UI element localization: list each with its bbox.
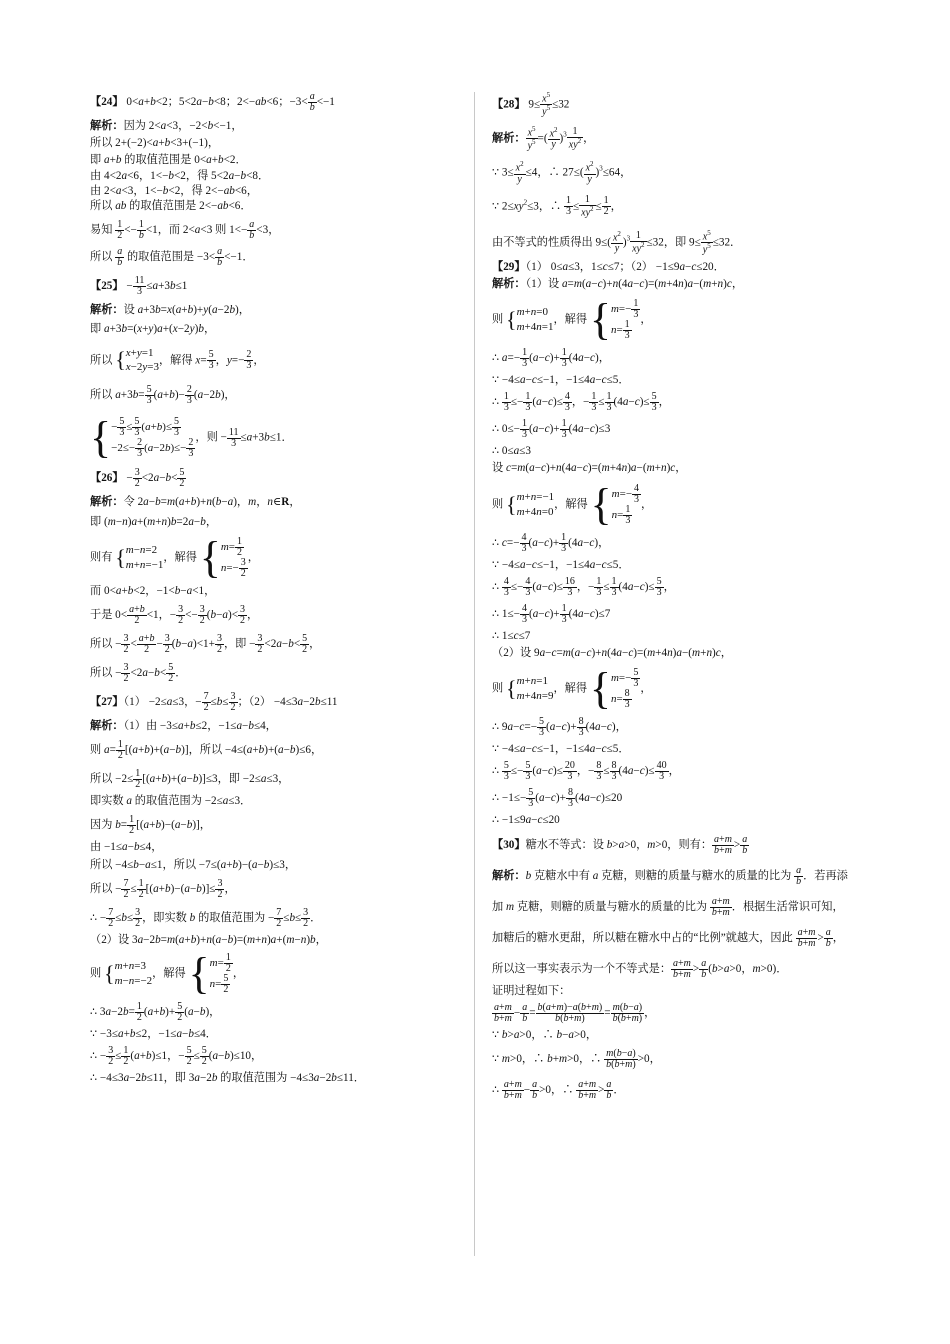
- line: 解析：因为 2<a<3，−2<b<−1，: [90, 120, 243, 132]
- line: 易知 $\frac{1}{2}$ <− $\frac{1}{b}$ <1，而 2<a<3 则 1<− $\frac{a}{b}$ <3，: [90, 219, 280, 242]
- line: ∵ −4≤a−c≤−1，−1≤4a−c≤5．: [492, 558, 630, 571]
- line: ∴ 1≤c≤7: [492, 629, 531, 642]
- line: 解析：（1）由 −3≤a+b≤2，−1≤a−b≤4，: [90, 719, 277, 732]
- line: ∴ c=− $\frac{4}{3}$ (a−c)+ $\frac{1}{3}$ (4a−c)，: [492, 531, 610, 554]
- line: 【25】 − $\frac{11}{3}$ ≤a+3b≤1: [90, 275, 188, 298]
- line: 解析：（1）设 a=m(a−c)+n(4a−c)=(m+4n)a−(m+n)c，: [492, 277, 744, 290]
- line: （2）设 9a−c=m(a−c)+n(4a−c)=(m+4n)a−(m+n)c，: [492, 647, 732, 660]
- line: ∴ 1≤− $\frac{4}{3}$ (a−c)+ $\frac{1}{3}$ (4a−c)≤7: [492, 602, 611, 625]
- line: 由 2<a<3，1<−b<2，得 2<−ab<6，: [90, 184, 258, 197]
- line: 所以 − $\frac{3}{2}$ < $\frac{a+b}{2}$ − $\frac{3}{2}$ (b−a)<1+ $\frac{3}{2}$ ，即 − $\frac{3}{2}$ <2a−b< $\frac{5}{2}$ ，: [90, 632, 321, 655]
- line: ∵ $2\le xy^2\le 3$，∴ $\frac{1}{3}$ ≤ $\frac{1}{xy^2}$ ≤ $\frac{1}{2}$ ，: [492, 193, 622, 218]
- line: 所以 ab 的取值范围是 2<−ab<6．: [90, 200, 252, 213]
- line: { − $\frac{5}{3}$ ≤ $\frac{5}{3}$ (a+b)≤ $\frac{5}{3}$ −2≤− $\frac{2}{3}$ (a−2b)≤− $\frac{2}{3}$ ，则 − $\frac{11}{3}$ ≤a+3b≤1．: [90, 413, 293, 463]
- line: 证明过程如下：: [492, 984, 571, 997]
- line: 【29】（1） 0≤a≤3，1≤c≤7；（2） −1≤9a−c≤20．: [492, 260, 725, 273]
- line: 所以 $\frac{a}{b}$ 的取值范围是 −3< $\frac{a}{b}$ <−1．: [90, 246, 254, 269]
- line: 即 a+b 的取值范围是 0<a+b<2．: [90, 154, 247, 167]
- line: ∴ −1≤− $\frac{5}{3}$ (a−c)+ $\frac{8}{3}$ (4a−c)≤20: [492, 787, 623, 810]
- line: 因为 b= $\frac{1}{2}$ [(a+b)−(a−b)]，: [90, 814, 211, 837]
- line: ∵ b>a>0，∴ b−a>0，: [492, 1028, 598, 1041]
- line: 由 4<2a<6，1<−b<2，得 5<2a−b<8．: [90, 169, 270, 182]
- line: 则 { m+n=0 m+4n=1 ，解得 { m=− $\frac{1}{3}$ n= $\frac{1}{3}$ ，: [492, 295, 652, 345]
- line: ∴ −4≤3a−2b≤11，即 3a−2b 的取值范围为 −4≤3a−2b≤11．: [90, 1072, 365, 1085]
- line: ∴ 0≤− $\frac{1}{3}$ (a−c)+ $\frac{1}{3}$ (4a−c)≤3: [492, 418, 611, 441]
- line: ∴ − $\frac{7}{2}$ ≤b≤ $\frac{3}{2}$ ，即实数 b 的取值范围为 − $\frac{7}{2}$ ≤b≤ $\frac{3}{2}$ ．: [90, 906, 322, 929]
- line: ∵ −3≤a+b≤2，−1≤a−b≤4．: [90, 1027, 217, 1040]
- line: 即 a+3b=(x+y)a+(x−2y)b，: [90, 323, 216, 336]
- line: 加 m 克糖，则糖的质量与糖水的质量的比为 $\frac{a+m}{b+m}$ ．根据生活常识可知，: [492, 895, 844, 918]
- line: 即 (m−n)a+(m+n)b=2a−b，: [90, 515, 218, 528]
- line: ∵ 3≤ $\frac{x^2}{y}$ ≤4，∴ 27≤( $\frac{x^2}{y}$ )$^3$≤64，: [492, 160, 632, 185]
- line: ∴ 0≤a≤3: [492, 445, 531, 458]
- line: 所以这一事实表示为一个不等式是： $\frac{a+m}{b+m}$ > $\frac{a}{b}$ (b>a>0，m>0)．: [492, 957, 788, 980]
- line: 所以 −2≤ $\frac{1}{2}$ [(a+b)+(a−b)]≤3，即 −2≤a≤3，: [90, 768, 290, 791]
- line: 则 { m+n=−1 m+4n=0 ，解得 { m=− $\frac{4}{3}$ n= $\frac{1}{3}$ ，: [492, 479, 653, 529]
- line: 所以 −4≤b−a≤1，所以 −7≤(a+b)−(a−b)≤3，: [90, 858, 297, 871]
- line: 解析：设 a+3b=x(a+b)+y(a−2b)，: [90, 304, 250, 317]
- line: ∴ 9a−c=− $\frac{5}{3}$ (a−c)+ $\frac{8}{3}$ (4a−c)，: [492, 716, 627, 739]
- line: 【28】 9≤ $\frac{x^5}{y^5}$ ≤32: [492, 91, 570, 118]
- line: ∴ $\frac{5}{3}$ ≤− $\frac{5}{3}$ (a−c)≤ $\frac{20}{3}$ ，− $\frac{8}{3}$ ≤ $\frac{8}{3}$ (4a−c)≤ $\frac{40}{3}$ ，: [492, 760, 680, 783]
- line: ∴ $\frac{a+m}{b+m}$ − $\frac{a}{b}$ >0，∴ $\frac{a+m}{b+m}$ > $\frac{a}{b}$ ．: [492, 1079, 625, 1102]
- line: 所以 a+3b= $\frac{5}{3}$ (a+b)− $\frac{2}{3}$ (a−2b)，: [90, 384, 236, 407]
- line: 即实数 a 的取值范围为 −2≤a≤3．: [90, 795, 252, 808]
- line: 则有 { m−n=2 m+n=−1 ，解得 { m= $\frac{1}{2}$ n=− $\frac{3}{2}$ ，: [90, 532, 259, 582]
- line: 则 a= $\frac{1}{2}$ [(a+b)+(a−b)]，所以 −4≤(a+b)+(a−b)≤6，: [90, 739, 323, 762]
- line: 而 0<a+b<2，−1<b−a<1，: [90, 584, 216, 597]
- line: 所以 − $\frac{3}{2}$ <2a−b< $\frac{5}{2}$ ．: [90, 661, 187, 684]
- line: 所以 { x+y=1 x−2y=3 ，解得 x= $\frac{5}{3}$ ，y=− $\frac{2}{3}$ ，: [90, 346, 265, 374]
- line: ∴ a=− $\frac{1}{3}$ (a−c)+ $\frac{1}{3}$ (4a−c)，: [492, 347, 610, 370]
- column-divider: [474, 92, 475, 1256]
- line: ∴ − $\frac{3}{2}$ ≤ $\frac{1}{2}$ (a+b)≤1，− $\frac{5}{2}$ ≤ $\frac{5}{2}$ (a−b)≤10，: [90, 1045, 263, 1068]
- line: 由 −1≤a−b≤4，: [90, 841, 163, 854]
- line: 于是 0< $\frac{a+b}{2}$ <1，− $\frac{3}{2}$ <− $\frac{3}{2}$ (b−a)< $\frac{3}{2}$ ，: [90, 603, 259, 626]
- line: $\frac{a+m}{b+m}$ − $\frac{a}{b}$ = $\frac{b(a+m)-a(b+m)}{b(b+m)}$ = $\frac{m(b-a)}{b(b+m)}$ ，: [494, 1001, 656, 1024]
- line: ∵ m>0，∴ b+m>0，∴ $\frac{m(b-a)}{b(b+m)}$ >0，: [492, 1048, 661, 1071]
- line: 解析： $\frac{x^5}{y^5}$ =( $\frac{x^2}{y}$ )$^3$ $\frac{1}{xy^2}$ ，: [492, 124, 595, 152]
- line: ∴ $\frac{4}{3}$ ≤− $\frac{4}{3}$ (a−c)≤ $\frac{16}{3}$ ，− $\frac{1}{3}$ ≤ $\frac{1}{3}$ (4a−c)≤ $\frac{5}{3}$ ，: [492, 575, 675, 598]
- line: ∴ $\frac{1}{3}$ ≤− $\frac{1}{3}$ (a−c)≤ $\frac{4}{3}$ ，− $\frac{1}{3}$ ≤ $\frac{1}{3}$ (4a−c)≤ $\frac{5}{3}$ ，: [492, 391, 670, 414]
- line: 【30】糖水不等式：设 b>a>0，m>0，则有： $\frac{a+m}{b+m}$ > $\frac{a}{b}$: [492, 833, 748, 856]
- line: 所以 − $\frac{7}{2}$ ≤ $\frac{1}{2}$ [(a+b)−(a−b)]≤ $\frac{3}{2}$ ，: [90, 877, 236, 900]
- line: （2）设 3a−2b=m(a+b)+n(a−b)=(m+n)a+(m−n)b，: [90, 933, 327, 946]
- line: ∵ −4≤a−c≤−1，−1≤4a−c≤5．: [492, 374, 630, 387]
- line: 解析：b 克糖水中有 a 克糖，则糖的质量与糖水的质量的比为 $\frac{a}{b}$ ．若再添: [492, 864, 848, 887]
- line: 则 { m+n=1 m+4n=9 ，解得 { m=− $\frac{5}{3}$ n= $\frac{8}{3}$ ，: [492, 664, 652, 714]
- line: 所以 2+(−2)<a+b<3+(−1)，: [90, 137, 220, 150]
- line: 【26】 − $\frac{3}{2}$ <2a−b< $\frac{5}{2}$: [90, 467, 185, 490]
- line: 加糖后的糖水更甜，所以糖在糖水中占的“比例”就越大，因此 $\frac{a+m}{b+m}$ > $\frac{a}{b}$ ，: [492, 926, 844, 949]
- line: ∴ 3a−2b= $\frac{1}{2}$ (a+b)+ $\frac{5}{2}$ (a−b)，: [90, 1000, 221, 1023]
- line: 设 c=m(a−c)+n(4a−c)=(m+4n)a−(m+n)c，: [492, 462, 687, 475]
- line: ∵ −4≤a−c≤−1，−1≤4a−c≤5．: [492, 743, 630, 756]
- line: ∴ −1≤9a−c≤20: [492, 814, 560, 827]
- line: 由不等式的性质得出 9≤( $\frac{x^2}{y}$ )$^3$ $\frac{1}{xy^2}$ ≤32，即 9≤ $\frac{x^5}{y^5}$ ≤32．: [492, 228, 742, 256]
- line: 【27】（1） −2≤a≤3，− $\frac{7}{2}$ ≤b≤ $\frac{3}{2}$ ；（2） −4≤3a−2b≤11: [90, 690, 338, 713]
- line: 解析：令 2a−b=m(a+b)+n(b−a)，m，n∈R，: [90, 496, 301, 509]
- left-column: [90, 92, 460, 1084]
- line: 则 { m+n=3 m−n=−2 ，解得 { m= $\frac{1}{2}$ n= $\frac{5}{2}$ ，: [90, 948, 245, 998]
- right-column: [492, 92, 864, 1101]
- line: 【24】 0<a+b<2；5<2a−b<8；2<−ab<6；−3< $\frac{a}{b}$ <−1: [90, 91, 335, 113]
